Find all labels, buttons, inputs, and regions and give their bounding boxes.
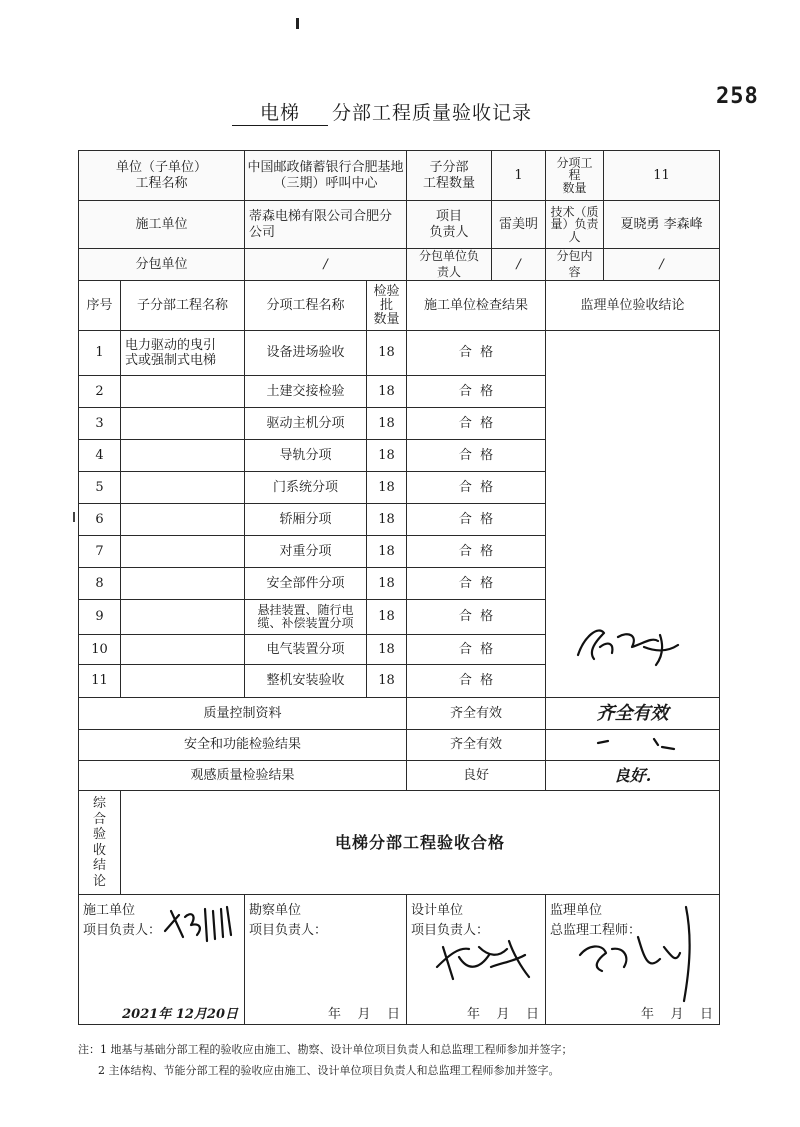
sub-content-label: 分包内 容: [546, 249, 604, 281]
row-batch: 18: [367, 331, 407, 376]
sig-role: 项目负责人：: [83, 923, 162, 939]
row-item: 设备进场验收: [245, 331, 367, 376]
title-blank: 电梯: [232, 98, 328, 126]
table-row: [79, 331, 720, 376]
row-item: 安全部件分项: [245, 568, 367, 600]
sig-unit: 勘察单位: [249, 903, 302, 919]
row-sub-dept: [121, 568, 245, 600]
summary-label: 安全和功能检验结果: [79, 730, 407, 761]
row-no: 6: [79, 504, 121, 536]
summary-label: 观感质量检验结果: [79, 761, 407, 791]
row-result: 合 格: [407, 408, 546, 440]
row-item: 悬挂装置、随行电 缆、补偿装置分项: [245, 600, 367, 635]
sig-unit: 施工单位: [83, 903, 136, 919]
scan-mark: [73, 512, 75, 522]
unit-name-value: 中国邮政储蓄银行合肥基地 （三期）呼叫中心: [245, 151, 407, 201]
col-batch: 检验 批 数量: [367, 281, 407, 331]
constructor-signature: [161, 901, 241, 947]
constructor-label: 施工单位: [79, 201, 245, 249]
conclusion-text: 电梯分部工程验收合格: [121, 791, 720, 895]
row-sub-dept: [121, 600, 245, 635]
signature-survey: [245, 895, 407, 1025]
signature-row: [79, 895, 720, 1025]
row-result: 合 格: [407, 376, 546, 408]
row-no: 8: [79, 568, 121, 600]
summary-handwritten: [546, 730, 720, 761]
sub-leader-value: /: [492, 249, 546, 281]
row-sub-dept: [121, 408, 245, 440]
summary-result: 齐全有效: [407, 730, 546, 761]
footnotes: [78, 1040, 778, 1082]
row-result: 合 格: [407, 472, 546, 504]
row-sub-dept: [121, 472, 245, 504]
sub-content-value: /: [604, 249, 720, 281]
row-no: 7: [79, 536, 121, 568]
row-item: 门系统分项: [245, 472, 367, 504]
row-no: 2: [79, 376, 121, 408]
signature-constructor: [79, 895, 245, 1025]
col-check: 施工单位检查结果: [407, 281, 546, 331]
row-item: 电气装置分项: [245, 635, 367, 665]
title-suffix: 分部工程质量验收记录: [332, 102, 533, 124]
tech-label: 技术（质 量）负责 人: [546, 201, 604, 249]
conclusion-row: [79, 791, 720, 895]
row-result: 合 格: [407, 665, 546, 698]
summary-row: [79, 761, 720, 791]
page-number: 258: [716, 84, 759, 109]
col-item: 分项工程名称: [245, 281, 367, 331]
row-sub-dept: 电力驱动的曳引 式或强制式电梯: [121, 331, 245, 376]
page-title: [232, 98, 532, 126]
sub-leader-label: 分包单位负 责人: [407, 249, 492, 281]
row-item: 轿厢分项: [245, 504, 367, 536]
row-batch: 18: [367, 568, 407, 600]
row-sub-dept: [121, 376, 245, 408]
row-batch: 18: [367, 376, 407, 408]
row-result: 合 格: [407, 635, 546, 665]
summary-result: 良好: [407, 761, 546, 791]
unit-name-label: 单位（子单位） 工程名称: [79, 151, 245, 201]
pm-label: 项目 负责人: [407, 201, 492, 249]
summary-label: 质量控制资料: [79, 698, 407, 730]
row-no: 3: [79, 408, 121, 440]
supervision-signature: [568, 897, 718, 1007]
row-sub-dept: [121, 440, 245, 472]
row-no: 1: [79, 331, 121, 376]
row-batch: 18: [367, 408, 407, 440]
signature-supervision: [546, 895, 720, 1025]
subcontractor-label: 分包单位: [79, 249, 245, 281]
row-no: 10: [79, 635, 121, 665]
item-count-value: 11: [604, 151, 720, 201]
acceptance-table: [78, 150, 720, 1025]
item-count-label: 分项工 程 数量: [546, 151, 604, 201]
sig-role: 总监理工程师：: [550, 923, 642, 939]
row-result: 合 格: [407, 440, 546, 472]
row-batch: 18: [367, 472, 407, 504]
tech-value: 夏晓勇 李森峰: [604, 201, 720, 249]
note-2: 2 主体结构、节能分部工程的验收应由施工、设计单位项目负责人和总监理工程师参加并签字。: [98, 1063, 560, 1077]
row-result: 合 格: [407, 568, 546, 600]
row-batch: 18: [367, 536, 407, 568]
row-no: 9: [79, 600, 121, 635]
col-no: 序号: [79, 281, 121, 331]
sig-role: 项目负责人：: [411, 923, 490, 939]
design-signature: [429, 927, 539, 987]
row-no: 4: [79, 440, 121, 472]
sig-unit: 设计单位: [411, 903, 464, 919]
constructor-value: 蒂森电梯有限公司合肥分公司: [245, 201, 407, 249]
row-item: 驱动主机分项: [245, 408, 367, 440]
sig-date: 年 月 日: [327, 1006, 401, 1022]
sub-count-label: 子分部 工程数量: [407, 151, 492, 201]
row-sub-dept: [121, 665, 245, 698]
subcontractor-value: /: [245, 249, 407, 281]
row-item: 整机安装验收: [245, 665, 367, 698]
sig-date: 年 月 日: [640, 1006, 714, 1022]
row-batch: 18: [367, 600, 407, 635]
row-batch: 18: [367, 440, 407, 472]
sig-role: 项目负责人：: [249, 923, 328, 939]
row-batch: 18: [367, 665, 407, 698]
sig-unit: 监理单位: [550, 903, 603, 919]
conclusion-label: 综 合 验 收 结 论: [79, 791, 121, 895]
note-1: 注：1 地基与基础分部工程的验收应由施工、勘察、设计单位项目负责人和总监理工程师参加并签字；: [78, 1043, 573, 1056]
sig-date: 2021年 12月20日: [122, 1006, 239, 1022]
row-result: 合 格: [407, 504, 546, 536]
sub-count-value: 1: [492, 151, 546, 201]
supervision-conclusion-cell: [546, 331, 720, 698]
row-result: 合 格: [407, 536, 546, 568]
row-sub-dept: [121, 635, 245, 665]
row-sub-dept: [121, 504, 245, 536]
row-result: 合 格: [407, 331, 546, 376]
summary-handwritten: 良好.: [546, 761, 720, 791]
summary-handwritten: 齐全有效: [546, 698, 720, 730]
row-item: 对重分项: [245, 536, 367, 568]
summary-row: [79, 698, 720, 730]
row-no: 11: [79, 665, 121, 698]
row-result: 合 格: [407, 600, 546, 635]
supervision-conclusion-text: [546, 331, 547, 332]
sig-date: 年 月 日: [466, 1006, 540, 1022]
row-batch: 18: [367, 635, 407, 665]
signature-design: [407, 895, 546, 1025]
col-supervision: 监理单位验收结论: [546, 281, 720, 331]
row-batch: 18: [367, 504, 407, 536]
row-item: 土建交接检验: [245, 376, 367, 408]
col-sub-dept: 子分部工程名称: [121, 281, 245, 331]
row-sub-dept: [121, 536, 245, 568]
scan-speck: [296, 18, 299, 29]
handwritten-marks: [578, 733, 688, 753]
row-no: 5: [79, 472, 121, 504]
row-item: 导轨分项: [245, 440, 367, 472]
summary-row: [79, 730, 720, 761]
supervision-handwriting: [548, 607, 718, 677]
pm-value: 雷美明: [492, 201, 546, 249]
summary-result: 齐全有效: [407, 698, 546, 730]
